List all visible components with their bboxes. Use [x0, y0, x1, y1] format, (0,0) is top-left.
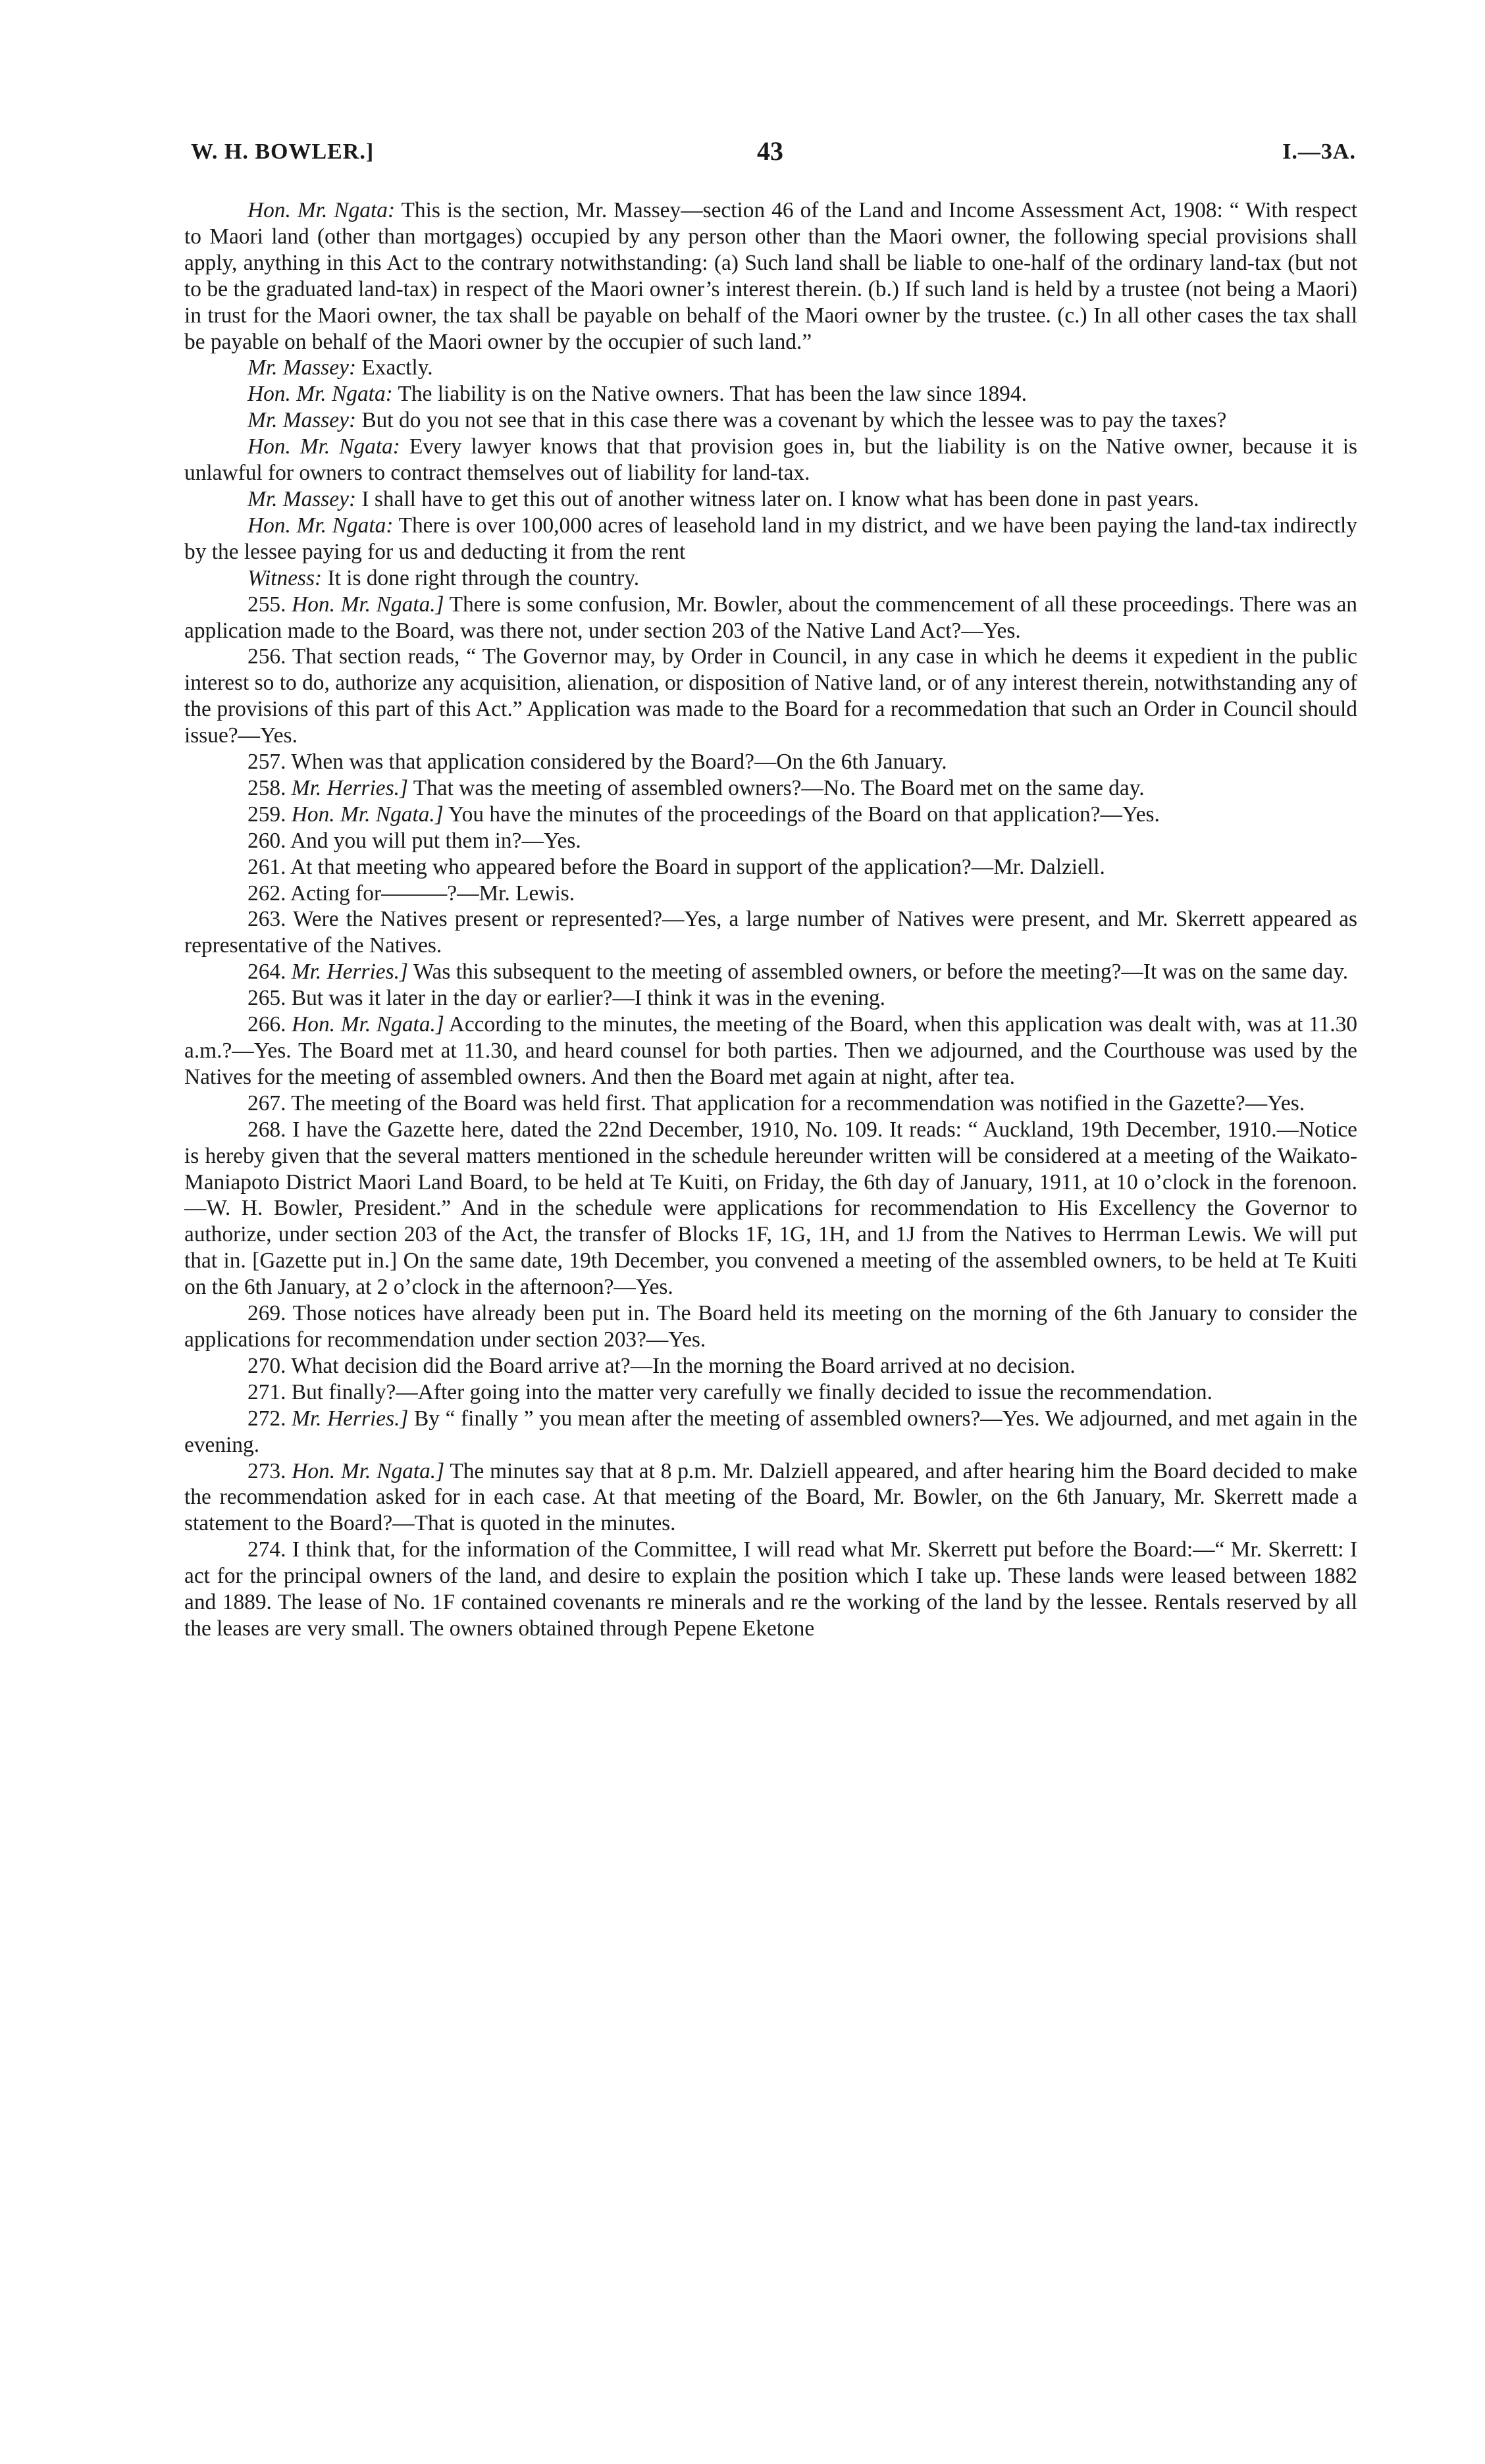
paragraph-text: But do you not see that in this case there was a covenant by which the lessee was to pay the taxes? [356, 408, 1227, 433]
paragraph-text: I think that, for the information of the Committee, I will read what Mr. Skerrett put before the Board:—“ Mr. Skerrett: I act for the principal owners of the land, and desire to explain the position which I take up. These lands were leased between 1882 and 1889. The lease of No. 1F contained covenants re minerals and re the working of the land by the lessee. Rentals reserved by all the leases are very small. The owners obtained through Pepene Eketone [184, 1537, 1357, 1641]
speaker-name: Mr. Herries.] [291, 960, 408, 985]
paragraph [184, 513, 1357, 565]
question-number: 267. [248, 1091, 286, 1116]
header-witness-name: W. H. BOWLER.] [191, 140, 375, 164]
paragraph [184, 906, 1357, 959]
paragraph-text: There is some confusion, Mr. Bowler, about the commencement of all these proceedings. There was an application made to the Board, was there not, under section 203 of the Native Land Act?—Yes. [184, 592, 1357, 643]
paragraph [184, 1537, 1357, 1642]
paragraph-text: At that meeting who appeared before the Board in support of the application?—Mr. Dalziell. [290, 854, 1105, 879]
question-number: 271. [248, 1379, 286, 1404]
question-number: 262. [248, 881, 286, 906]
paragraph-text: But was it later in the day or earlier?—I think it was in the evening. [291, 986, 886, 1011]
paragraph-text: The meeting of the Board was held first. That application for a recommendation was notified in the Gazette?—Yes. [291, 1091, 1305, 1116]
paragraph-text: Was this subsequent to the meeting of assembled owners, or before the meeting?—It was on the same day. [407, 960, 1349, 985]
paragraph [184, 592, 1357, 644]
paragraph [184, 749, 1357, 775]
speaker-name: Mr. Massey: [248, 355, 357, 380]
speaker-name: Hon. Mr. Ngata: [248, 382, 393, 407]
paragraph-text: I shall have to get this out of another witness later on. I know what has been done in past years. [356, 486, 1199, 511]
question-number: 274. [248, 1537, 286, 1562]
paragraph [184, 802, 1357, 828]
question-number: 260. [248, 828, 286, 853]
question-number: 270. [248, 1353, 286, 1378]
question-number: 263. [248, 907, 286, 932]
speaker-name: Hon. Mr. Ngata: [248, 198, 396, 222]
question-number: 272. [248, 1406, 286, 1431]
speaker-name: Mr. Herries.] [291, 775, 408, 800]
paragraph [184, 381, 1357, 407]
paragraph [184, 565, 1357, 592]
question-number: 257. [248, 750, 286, 775]
speaker-name: Hon. Mr. Ngata: [248, 434, 400, 459]
document-body [184, 197, 1357, 1642]
paragraph [184, 486, 1357, 513]
speaker-name: Mr. Massey: [248, 486, 357, 511]
paragraph-text: And you will put them in?—Yes. [290, 828, 581, 853]
paragraph-text: What decision did the Board arrive at?—In the morning the Board arrived at no decision. [291, 1353, 1076, 1378]
paragraph [184, 1406, 1357, 1458]
question-number: 255. [248, 592, 286, 617]
speaker-name: Hon. Mr. Ngata.] [291, 802, 444, 827]
question-number: 256. [248, 644, 286, 669]
paragraph-text: The liability is on the Native owners. That has been the law since 1894. [392, 382, 1027, 407]
paragraph [184, 1458, 1357, 1537]
paragraph [184, 1091, 1357, 1117]
paragraph [184, 828, 1357, 854]
paragraph [184, 985, 1357, 1012]
paragraph-text: Were the Natives present or represented?—Yes, a large number of Natives were present, and Mr. Skerrett appeared as representative of the Natives. [184, 907, 1357, 958]
paragraph-text: There is over 100,000 acres of leasehold land in my district, and we have been paying the land-tax indirectly by the lessee paying for us and deducting it from the rent [184, 513, 1358, 564]
paragraph [184, 959, 1357, 985]
question-number: 265. [248, 986, 286, 1011]
paragraph-text: According to the minutes, the meeting of the Board, when this application was dealt with, was at 11.30 a.m.?—Yes. The Board met at 11.30, and heard counsel for both parties. Then we adjourned, and the Courthouse was used by the Natives for the meeting of assembled owners. And then the Board met again at night, after tea. [184, 1012, 1357, 1089]
paragraph-text: But finally?—After going into the matter very carefully we finally decided to issue the recommendation. [291, 1379, 1212, 1404]
paragraph-text: Acting for———?—Mr. Lewis. [290, 881, 575, 906]
question-number: 268. [248, 1117, 286, 1142]
paragraph [184, 1117, 1357, 1300]
paragraph [184, 1300, 1357, 1353]
question-number: 258. [248, 775, 286, 800]
paragraph [184, 854, 1357, 881]
paragraph-text: The minutes say that at 8 p.m. Mr. Dalziell appeared, and after hearing him the Board decided to make the recommendation asked for in each case. At that meeting of the Board, Mr. Bowler, on the 6th January, Mr. Skerrett made a statement to the Board?—That is quoted in the minutes. [184, 1458, 1357, 1536]
question-number: 264. [248, 960, 286, 985]
paragraph-text: This is the section, Mr. Massey—section 46 of the Land and Income Assessment Act, 1908: “ With respect to Maori land (other than mortgages) occupied by any person other than the Maori owner, the following special provisions shall apply, anything in this Act to the contrary notwithstanding: (a) Such land shall be liable to one-half of the ordinary land-tax (but not to be the graduated land-tax) in respect of the Maori owner’s interest therein. (b.) If such land is held by a trustee (not being a Maori) in trust for the Maori owner, the tax shall be payable on behalf of the Maori owner by the trustee. (c.) In all other cases the tax shall be payable on behalf of the Maori owner by the occupier of such land.” [184, 198, 1357, 354]
paragraph-text: Those notices have already been put in. The Board held its meeting on the morning of the 6th January to consider the applications for recommendation under section 203?—Yes. [184, 1301, 1357, 1352]
paragraph [184, 1379, 1357, 1406]
question-number: 266. [248, 1012, 286, 1037]
speaker-name: Hon. Mr. Ngata.] [292, 592, 444, 617]
paragraph [184, 881, 1357, 907]
paragraph [184, 644, 1357, 749]
page-number: 43 [757, 136, 783, 166]
paragraph-text: That section reads, “ The Governor may, by Order in Council, in any case in which he deems it expedient in the public interest so to do, authorize any acquisition, alienation, or disposition of Native land, or of any interest therein, notwithstanding any of the provisions of this part of this Act.” Application was made to the Board for a recommedation that such an Order in Council should issue?—Yes. [184, 644, 1357, 748]
question-number: 273. [248, 1458, 286, 1483]
question-number: 259. [248, 802, 286, 827]
paragraph-text: You have the minutes of the proceedings of the Board on that application?—Yes. [443, 802, 1160, 827]
paragraph [184, 355, 1357, 381]
speaker-name: Witness: [248, 565, 323, 590]
paragraph-text: Exactly. [356, 355, 433, 380]
speaker-name: Hon. Mr. Ngata: [248, 513, 394, 538]
speaker-name: Hon. Mr. Ngata.] [292, 1012, 444, 1037]
paragraph-text: When was that application considered by the Board?—On the 6th January. [291, 750, 947, 775]
question-number: 261. [248, 854, 286, 879]
paragraph-text: Every lawyer knows that that provision goes in, but the liability is on the Native owner, because it is unlawful for owners to contract themselves out of liability for land-tax. [184, 434, 1357, 486]
speaker-name: Mr. Massey: [248, 408, 357, 433]
page-header [184, 136, 1356, 179]
header-paper-reference: I.—3A. [1282, 140, 1356, 164]
paragraph-text: It is done right through the country. [322, 565, 640, 590]
speaker-name: Hon. Mr. Ngata.] [292, 1458, 445, 1483]
question-number: 269. [248, 1301, 286, 1326]
paragraph [184, 1012, 1357, 1091]
paragraph [184, 407, 1357, 434]
paragraph [184, 197, 1357, 355]
paragraph [184, 434, 1357, 486]
paragraph-text: By “ finally ” you mean after the meeting of assembled owners?—Yes. We adjourned, and met again in the evening. [184, 1406, 1357, 1457]
speaker-name: Mr. Herries.] [292, 1406, 409, 1431]
paragraph [184, 775, 1357, 802]
paragraph-text: That was the meeting of assembled owners?—No. The Board met on the same day. [407, 775, 1145, 800]
paragraph [184, 1353, 1357, 1379]
paragraph-text: I have the Gazette here, dated the 22nd December, 1910, No. 109. It reads: “ Auckland, 19th December, 1910.—Notice is hereby given that the several matters mentioned in the schedule hereunder written will be considered at a meeting of the Waikato-Maniapoto District Maori Land Board, to be held at Te Kuiti, on Friday, the 6th day of January, 1911, at 10 o’clock in the forenoon.—W. H. Bowler, President.” And in the schedule were applications for recommendation to His Excellency the Governor to authorize, under section 203 of the Act, the transfer of Blocks 1F, 1G, 1H, and 1J from the Natives to Herrman Lewis. We will put that in. [Gazette put in.] On the same date, 19th December, you convened a meeting of the assembled owners, to be held at Te Kuiti on the 6th January, at 2 o’clock in the afternoon?—Yes. [184, 1117, 1357, 1300]
